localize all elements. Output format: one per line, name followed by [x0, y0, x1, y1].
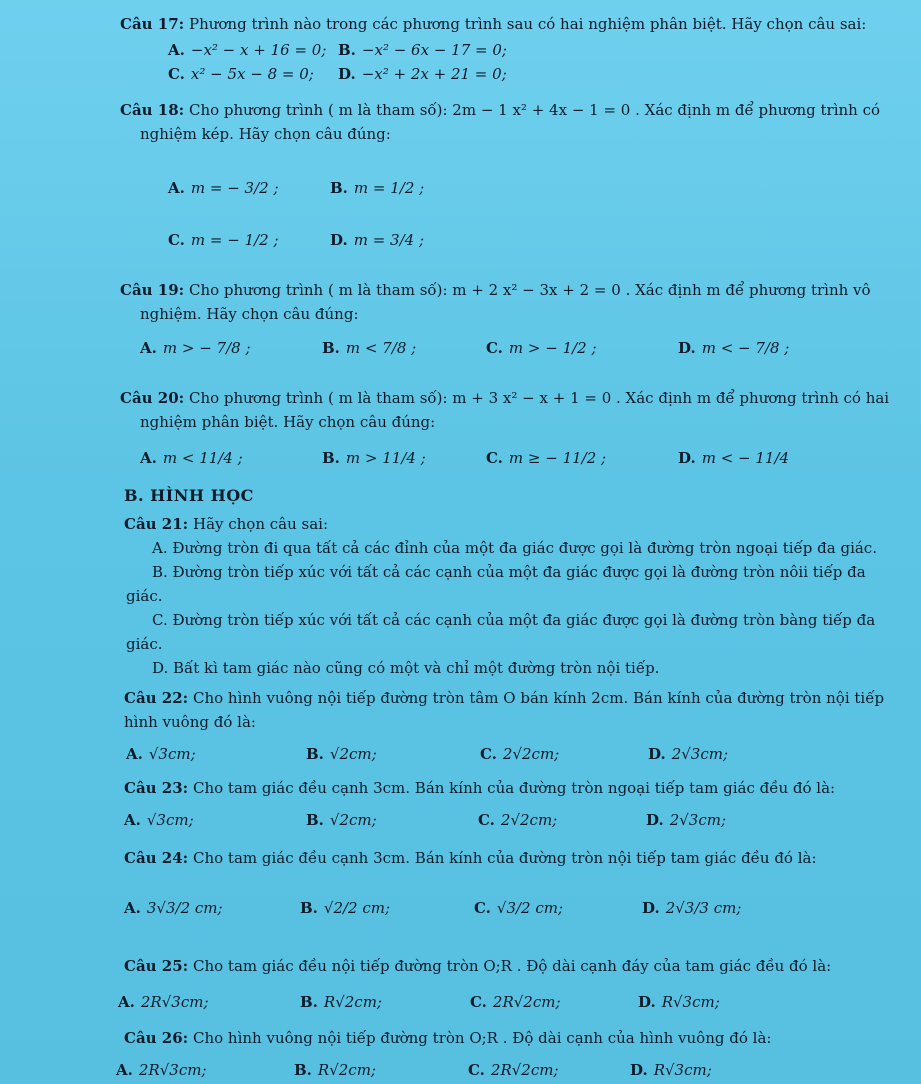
- option-b: B. −x² − 6x − 17 = 0;: [338, 41, 507, 59]
- option-a: A. 3√3/2 cm;: [124, 899, 223, 917]
- question-text: Cho tam giác đều cạnh 3cm. Bán kính của đường tròn nội tiếp tam giác đều đó là:: [192, 849, 817, 867]
- option-d: D. 2√3cm;: [648, 745, 729, 763]
- question-text: Cho tam giác đều cạnh 3cm. Bán kính của đường tròn ngoại tiếp tam giác đều đó là:: [192, 779, 836, 797]
- question-text: Hãy chọn câu sai:: [192, 515, 329, 533]
- option-d: D. m < − 11/4: [678, 449, 790, 467]
- option-c: C. 2√2cm;: [480, 745, 560, 763]
- question-label: Câu 22:: [124, 689, 189, 707]
- option-d: D. m < − 7/8 ;: [678, 339, 790, 357]
- question-label: Câu 26:: [124, 1029, 189, 1047]
- question-17: [120, 16, 866, 33]
- question-label: Câu 25:: [124, 957, 189, 975]
- option-d: D. Bất kì tam giác nào cũng có một và chỉ một đường tròn nội tiếp.: [152, 659, 660, 677]
- question-20: [120, 390, 889, 407]
- question-label: Câu 24:: [124, 849, 189, 867]
- question-text: Cho hình vuông nội tiếp đường tròn O;R . Độ dài cạnh của hình vuông đó là:: [192, 1029, 772, 1047]
- option-c: C. Đường tròn tiếp xúc với tất cả các cạnh của một đa giác được gọi là đường tròn bàng tiếp đa: [152, 611, 876, 629]
- option-c-cont: giác.: [126, 635, 163, 653]
- question-26: [124, 1030, 771, 1047]
- question-text: Cho phương trình ( m là tham số): m + 3 x² − x + 1 = 0 . Xác định m để phương trình có hai: [188, 389, 890, 407]
- option-d: D. 2√3cm;: [646, 811, 727, 829]
- option-b: B. Đường tròn tiếp xúc với tất cả các cạnh của một đa giác được gọi là đường tròn nôii tiếp đa: [152, 563, 866, 581]
- question-19: [120, 282, 871, 299]
- option-c: C. m ≥ − 11/2 ;: [486, 449, 607, 467]
- question-22: [124, 690, 884, 707]
- question-label: Câu 19:: [120, 281, 185, 299]
- question-text: Cho phương trình ( m là tham số): 2m − 1 x² + 4x − 1 = 0 . Xác định m để phương trình có: [188, 101, 881, 119]
- option-a: A. 2R√3cm;: [116, 1061, 207, 1079]
- option-a: A. √3cm;: [124, 811, 194, 829]
- option-a: A. m = − 3/2 ;: [168, 179, 279, 197]
- option-a: A. −x² − x + 16 = 0;: [168, 41, 327, 59]
- option-a: A. 2R√3cm;: [118, 993, 209, 1011]
- question-text-cont: hình vuông đó là:: [124, 713, 256, 731]
- question-25: [124, 958, 831, 975]
- question-text: Cho phương trình ( m là tham số): m + 2 x² − 3x + 2 = 0 . Xác định m để phương trình vô: [188, 281, 871, 299]
- option-b: B. R√2cm;: [300, 993, 382, 1011]
- option-b: B. √2cm;: [306, 811, 377, 829]
- option-c: C. 2√2cm;: [478, 811, 558, 829]
- option-b: B. √2cm;: [306, 745, 377, 763]
- question-label: Câu 17:: [120, 15, 185, 33]
- option-c: C. m > − 1/2 ;: [486, 339, 597, 357]
- option-d: D. −x² + 2x + 21 = 0;: [338, 65, 507, 83]
- question-text: Phương trình nào trong các phương trình sau có hai nghiệm phân biệt. Hãy chọn câu sai:: [188, 15, 867, 33]
- question-label: Câu 20:: [120, 389, 185, 407]
- option-c: C. 2R√2cm;: [470, 993, 561, 1011]
- option-b: B. R√2cm;: [294, 1061, 376, 1079]
- option-b: B. m < 7/8 ;: [322, 339, 417, 357]
- option-d: D. m = 3/4 ;: [330, 231, 424, 249]
- option-a: A. √3cm;: [126, 745, 196, 763]
- option-d: D. R√3cm;: [630, 1061, 712, 1079]
- option-b-cont: giác.: [126, 587, 163, 605]
- option-b: B. m > 11/4 ;: [322, 449, 426, 467]
- option-c: C. m = − 1/2 ;: [168, 231, 279, 249]
- option-c: C. x² − 5x − 8 = 0;: [168, 65, 314, 83]
- question-label: Câu 21:: [124, 515, 189, 533]
- option-d: D. R√3cm;: [638, 993, 720, 1011]
- option-b: B. m = 1/2 ;: [330, 179, 425, 197]
- option-a: A. m < 11/4 ;: [140, 449, 243, 467]
- section-heading: B. HÌNH HỌC: [124, 486, 254, 505]
- question-text-cont: nghiệm. Hãy chọn câu đúng:: [140, 305, 359, 323]
- question-text: Cho hình vuông nội tiếp đường tròn tâm O bán kính 2cm. Bán kính của đường tròn nội tiếp: [192, 689, 885, 707]
- option-c: C. √3/2 cm;: [474, 899, 564, 917]
- question-text: Cho tam giác đều nội tiếp đường tròn O;R . Độ dài cạnh đáy của tam giác đều đó là:: [192, 957, 832, 975]
- question-23: [124, 780, 835, 797]
- question-24: [124, 850, 817, 867]
- question-18: [120, 102, 880, 119]
- option-a: A. Đường tròn đi qua tất cả các đỉnh của một đa giác được gọi là đường tròn ngoại tiếp đa giác.: [152, 539, 877, 557]
- option-c: C. 2R√2cm;: [468, 1061, 559, 1079]
- question-text-cont: nghiệm phân biệt. Hãy chọn câu đúng:: [140, 413, 436, 431]
- question-text-cont: nghiệm kép. Hãy chọn câu đúng:: [140, 125, 391, 143]
- question-label: Câu 23:: [124, 779, 189, 797]
- option-a: A. m > − 7/8 ;: [140, 339, 251, 357]
- question-21: [124, 516, 328, 533]
- question-label: Câu 18:: [120, 101, 185, 119]
- option-b: B. √2/2 cm;: [300, 899, 391, 917]
- option-d: D. 2√3/3 cm;: [642, 899, 742, 917]
